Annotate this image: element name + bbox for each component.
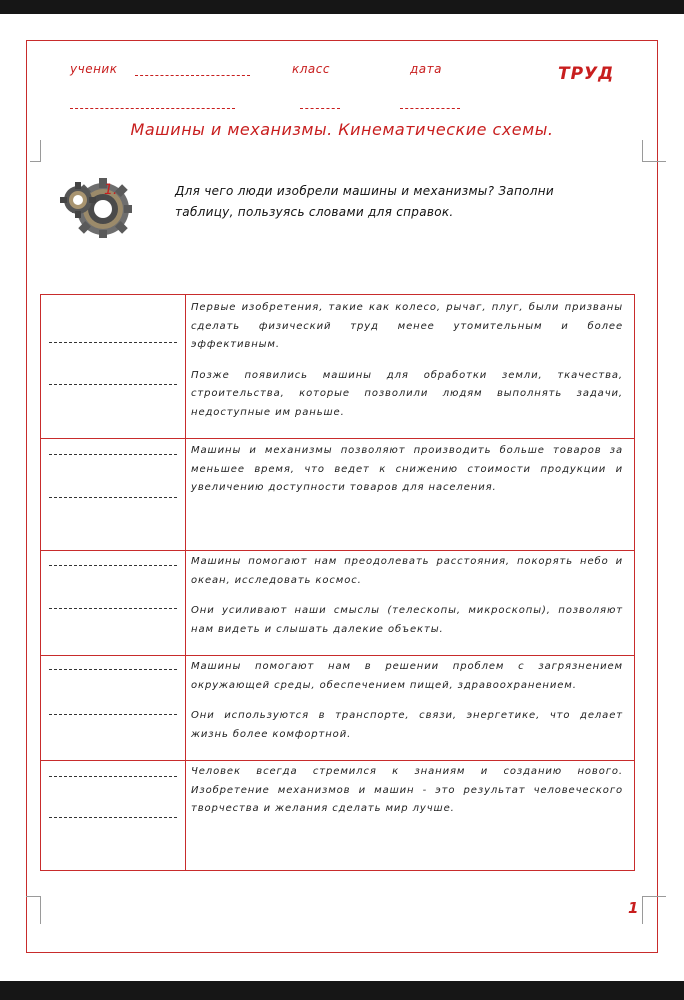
row-text: Машины помогают нам преодолевать расстояния, покорять небо и океан, исследовать космос.: [191, 556, 623, 586]
subject-title: ТРУД: [558, 64, 615, 84]
table-row: [191, 299, 623, 422]
row-divider: [41, 655, 634, 656]
crop-mark: [642, 161, 666, 162]
answer-blank[interactable]: [49, 454, 177, 455]
answer-blank[interactable]: [49, 565, 177, 566]
crop-mark: [26, 896, 41, 897]
task-number: 1.: [104, 182, 118, 198]
answer-blank[interactable]: [49, 608, 177, 609]
crop-mark: [642, 896, 643, 924]
answer-blank[interactable]: [49, 342, 177, 343]
table-row: [191, 763, 623, 819]
row-divider: [41, 550, 634, 551]
crop-mark: [642, 140, 643, 162]
row-text: Они усиливают наши смыслы (телескопы, микроскопы), позволяют нам видеть и слышать далекие объекты.: [191, 605, 623, 635]
crop-mark: [40, 140, 41, 162]
answer-blank[interactable]: [49, 714, 177, 715]
name-line[interactable]: [70, 108, 235, 109]
crop-mark: [40, 896, 41, 924]
row-text: Они используются в транспорте, связи, энергетике, что делает жизнь более комфортной.: [191, 710, 623, 740]
crop-mark: [642, 896, 666, 897]
row-divider: [41, 760, 634, 761]
row-divider: [41, 438, 634, 439]
row-text: Первые изобретения, такие как колесо, рычаг, плуг, были призваны сделать физический труд менее утомительным и более эффективным.: [191, 302, 623, 350]
class-label: класс: [292, 62, 330, 76]
row-text: Человек всегда стремился к знаниям и созданию нового. Изобретение механизмов и машин - это результат человеческого творчества и желания сделать мир лучше.: [191, 766, 623, 814]
student-label: ученик: [70, 62, 118, 76]
row-text: Машины помогают нам в решении проблем с загрязнением окружающей среды, обеспечением пищей, здравоохранением.: [191, 661, 623, 691]
table-row: [191, 658, 623, 744]
answer-blank[interactable]: [49, 776, 177, 777]
bottom-bar: [0, 981, 684, 1000]
answer-blank[interactable]: [49, 384, 177, 385]
page-number: 1: [628, 899, 639, 917]
row-text: Машины и механизмы позволяют производить больше товаров за меньшее время, что ведет к снижению стоимости продукции и увеличению доступности товаров для населения.: [191, 445, 623, 493]
class-field[interactable]: [300, 108, 340, 109]
task-instruction: Для чего люди изобрели машины и механизмы? Заполни таблицу, пользуясь словами для справок.: [175, 184, 555, 219]
student-name-field[interactable]: [135, 75, 250, 76]
answer-blank[interactable]: [49, 497, 177, 498]
table-row: [191, 442, 623, 498]
answer-blank[interactable]: [49, 817, 177, 818]
gear-icon: [60, 178, 132, 238]
answer-table: [40, 294, 635, 871]
row-text: Позже появились машины для обработки земли, ткачества, строительства, которые позволили людям выполнять задачи, недоступные им раньше.: [191, 369, 623, 418]
column-divider: [185, 295, 186, 870]
top-bar: [0, 0, 684, 14]
date-label: дата: [410, 62, 442, 76]
page-title: Машины и механизмы. Кинематические схемы.: [130, 120, 554, 139]
table-row: [191, 553, 623, 639]
date-field[interactable]: [400, 108, 460, 109]
answer-blank[interactable]: [49, 669, 177, 670]
